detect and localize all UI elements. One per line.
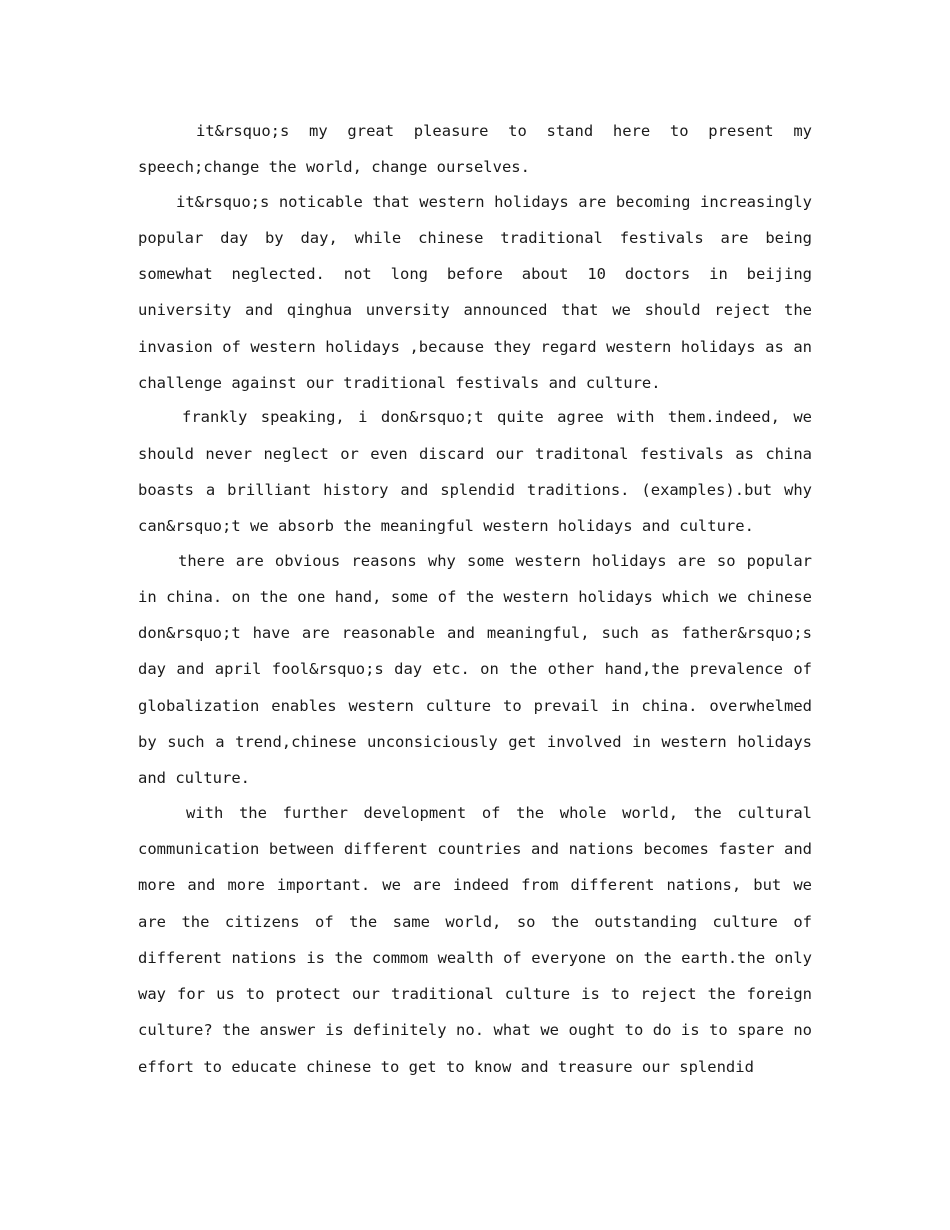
paragraph-frankly-speaking: frankly speaking, i don&rsquo;t quite agree with them.indeed, we should never neglect or even discard our traditonal festivals as china boasts a brilliant history and splendid traditions. (examples).but why can&rsquo;t we absorb the meaningful western holidays and culture. <box>138 408 812 536</box>
document-body <box>138 113 812 1085</box>
paragraph-obvious-reasons: there are obvious reasons why some western holidays are so popular in china. on the one hand, some of the western holidays which we chinese don&rsquo;t have are reasonable and meaningful, such as father&rsquo;s day and april fool&rsquo;s day etc. on the other hand,the prevalence of globalization enables western culture to prevail in china. overwhelmed by such a trend,chinese unconsiciously get involved in western holidays and culture. <box>138 551 812 788</box>
paragraph-intro: it&rsquo;s my great pleasure to stand here to present my speech;change the world, change ourselves. <box>138 122 812 177</box>
paragraph-further-development: with the further development of the whole world, the cultural communication between different countries and nations becomes faster and more and more important. we are indeed from different nations, but we are the citizens of the same world, so the outstanding culture of different nations is the commom wealth of everyone on the earth.the only way for us to protect our traditional culture is to reject the foreign culture? the answer is definitely no. what we ought to do is to spare no effort to educate chinese to get to know and treasure our splendid <box>138 803 812 1076</box>
paragraph-western-holidays: it&rsquo;s noticable that western holidays are becoming increasingly popular day by day, while chinese traditional festivals are being somewhat neglected. not long before about 10 doctors in beijing university and qinghua unversity announced that we should reject the invasion of western holidays ,because they regard western holidays as an challenge against our traditional festivals and culture. <box>138 192 812 393</box>
